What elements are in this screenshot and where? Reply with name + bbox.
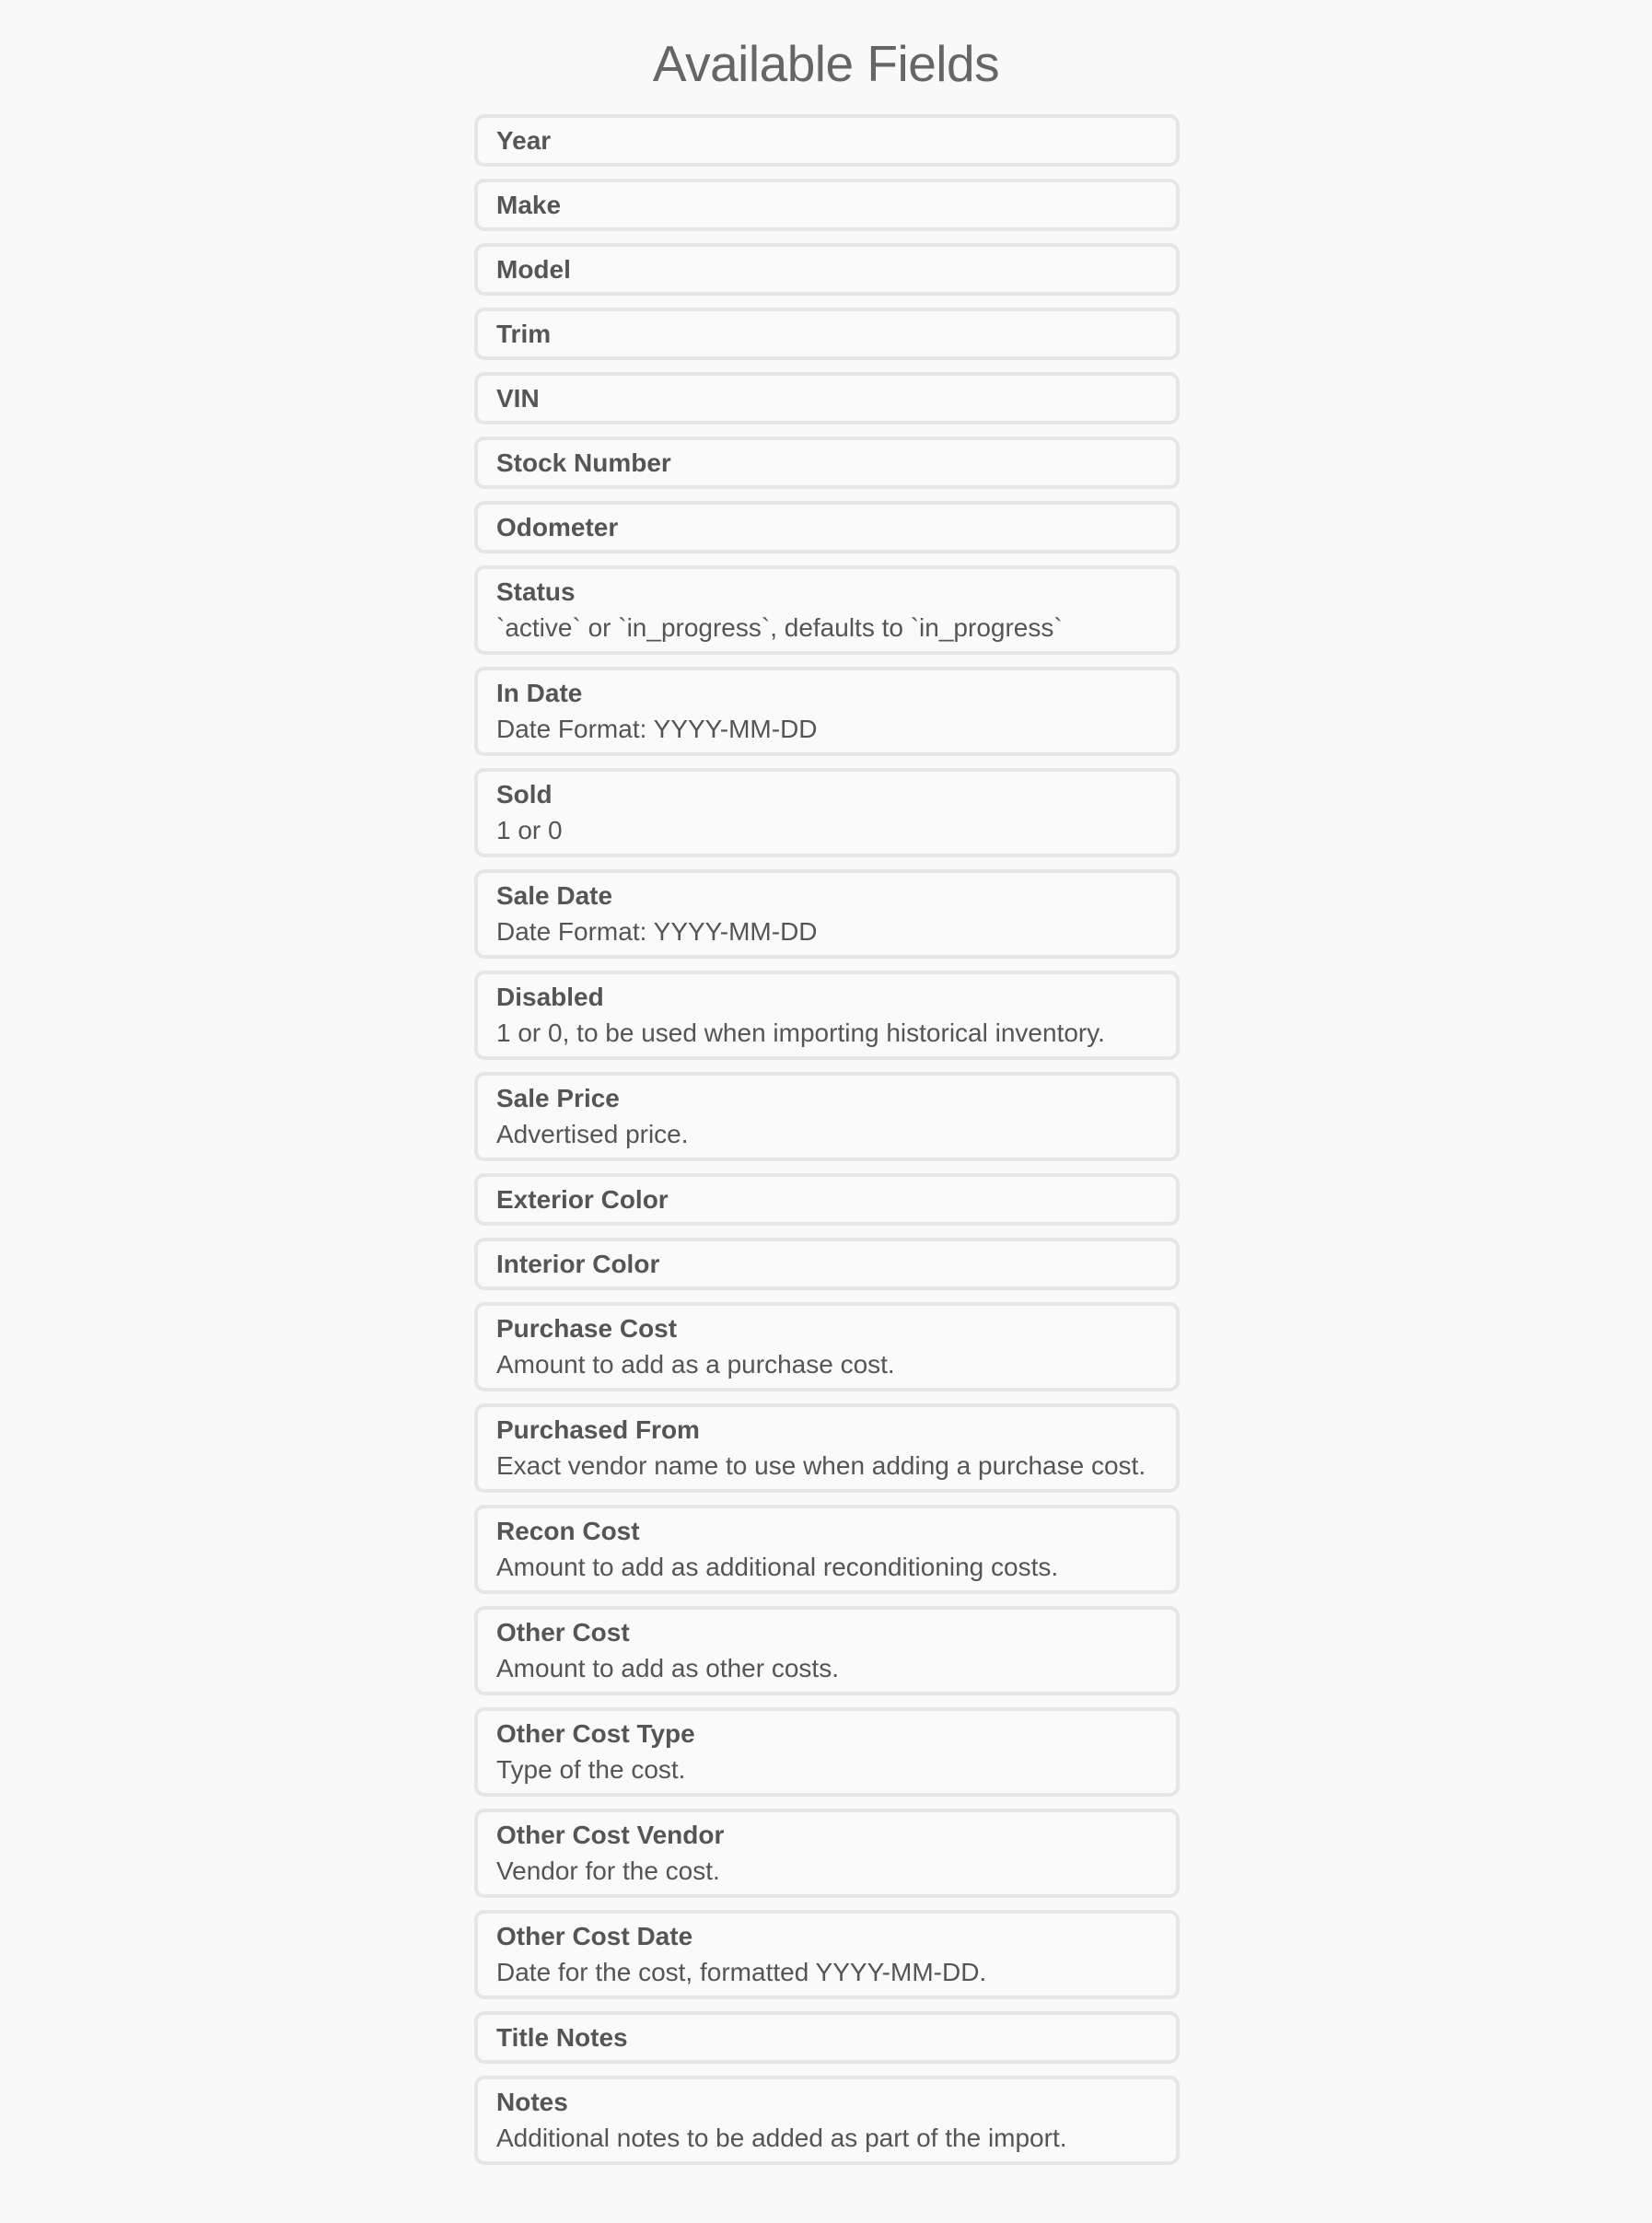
field-description: Additional notes to be added as part of the import. — [496, 2123, 1067, 2152]
field-item-disabled — [474, 971, 1180, 1060]
field-name: Other Cost Type — [496, 1718, 695, 1748]
field-item-exterior-color — [474, 1173, 1180, 1226]
field-item-model — [474, 243, 1180, 296]
field-description: Advertised price. — [496, 1119, 689, 1148]
field-name: Odometer — [496, 512, 619, 541]
field-item-make — [474, 179, 1180, 231]
field-item-year — [474, 114, 1180, 167]
field-item-other-cost-date — [474, 1910, 1180, 1999]
field-list — [474, 114, 1180, 2177]
field-name: Exterior Color — [496, 1184, 669, 1214]
field-name: Other Cost — [496, 1617, 630, 1647]
field-description: 1 or 0, to be used when importing historical inventory. — [496, 1018, 1105, 1047]
field-name: Trim — [496, 319, 552, 348]
field-name: VIN — [496, 383, 540, 413]
field-description: `active` or `in_progress`, defaults to `in_progress` — [496, 612, 1063, 642]
field-item-other-cost — [474, 1606, 1180, 1695]
field-name: Title Notes — [496, 2022, 628, 2052]
field-name: Sale Date — [496, 880, 613, 910]
field-item-odometer — [474, 501, 1180, 553]
field-name: Purchased From — [496, 1414, 700, 1444]
field-item-purchased-from — [474, 1403, 1180, 1493]
field-name: Sale Price — [496, 1083, 620, 1112]
field-name: Stock Number — [496, 448, 671, 477]
page-title: Available Fields — [652, 35, 1000, 92]
field-item-status — [474, 565, 1180, 655]
field-name: In Date — [496, 678, 583, 707]
field-description: Vendor for the cost. — [496, 1856, 720, 1885]
field-description: Amount to add as additional reconditioning costs. — [496, 1552, 1059, 1581]
field-description: Date Format: YYYY-MM-DD — [496, 714, 818, 743]
field-name: Purchase Cost — [496, 1313, 678, 1343]
field-description: Amount to add as a purchase cost. — [496, 1349, 895, 1379]
field-description: Exact vendor name to use when adding a purchase cost. — [496, 1450, 1146, 1480]
field-description: Date Format: YYYY-MM-DD — [496, 916, 818, 946]
field-item-in-date — [474, 667, 1180, 756]
field-item-notes — [474, 2076, 1180, 2165]
field-name: Interior Color — [496, 1249, 660, 1278]
field-item-recon-cost — [474, 1505, 1180, 1594]
field-item-interior-color — [474, 1238, 1180, 1290]
field-item-stock-number — [474, 436, 1180, 489]
field-description: 1 or 0 — [496, 815, 563, 844]
field-description: Amount to add as other costs. — [496, 1653, 839, 1682]
field-item-vin — [474, 372, 1180, 425]
field-name: Sold — [496, 779, 553, 809]
field-item-sale-date — [474, 869, 1180, 959]
field-name: Notes — [496, 2087, 568, 2116]
field-item-purchase-cost — [474, 1302, 1180, 1391]
field-item-sold — [474, 768, 1180, 857]
field-item-trim — [474, 308, 1180, 360]
field-name: Disabled — [496, 982, 604, 1011]
field-name: Make — [496, 190, 562, 219]
field-item-other-cost-vendor — [474, 1809, 1180, 1898]
field-name: Year — [496, 125, 552, 155]
field-item-title-notes — [474, 2011, 1180, 2064]
field-name: Recon Cost — [496, 1516, 640, 1545]
field-name: Other Cost Vendor — [496, 1820, 725, 1849]
field-name: Model — [496, 254, 571, 284]
field-name: Other Cost Date — [496, 1921, 693, 1950]
field-name: Status — [496, 576, 576, 606]
field-description: Type of the cost. — [496, 1754, 686, 1784]
field-item-other-cost-type — [474, 1707, 1180, 1797]
field-description: Date for the cost, formatted YYYY-MM-DD. — [496, 1957, 987, 1986]
field-item-sale-price — [474, 1072, 1180, 1161]
